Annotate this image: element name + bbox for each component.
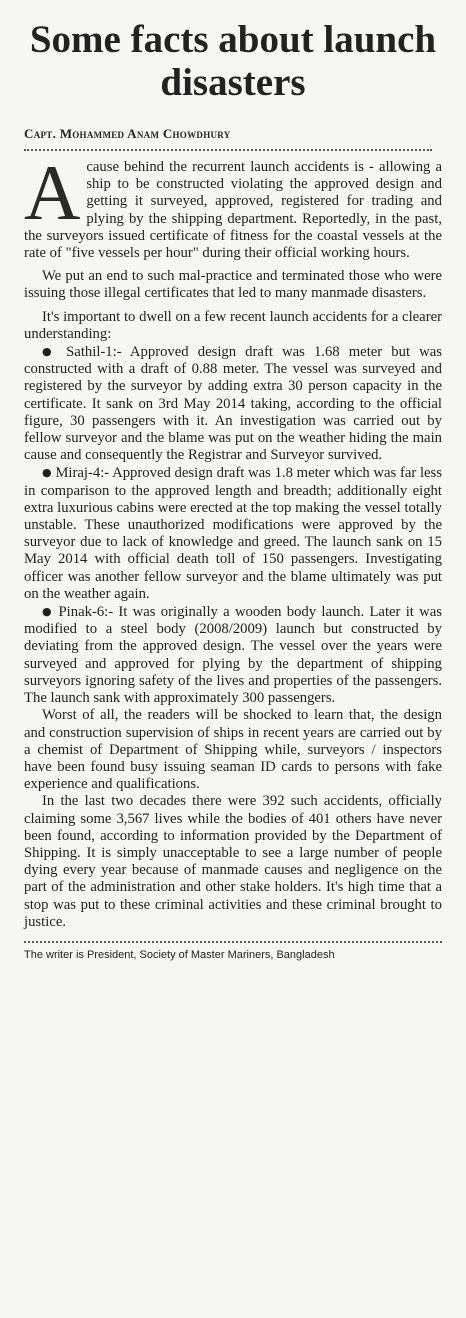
bullet-text: Sathil-1:- Approved design draft was 1.68 meter but was constructed with a draft of 0.88 meter. The vessel was surveyed and registered by the surveyor by adding extra 30 person capacity in the certificate. It sank on 3rd May 2014 taking, according to the official figure, 30 passengers with it. An investigation was carried out by fellow surveyor and the blame was put on the weather hiding the main cause and consequently the Registrar and Surveyor survived. [24,344,442,464]
divider-bottom [24,941,442,943]
bullet-text: Miraj-4:- Approved design draft was 1.8 meter which was far less in comparison to the approved length and breadth; additionally eight extra luxurious cabins were erected at the top making the vessel totally unstable. These unauthorized modifications were approved by the surveyor due to lack of knowledge and greed. The launch sank on 15 May 2014 with official death toll of 150 passengers. Investigating officer was another fellow surveyor and the blame ultimately was put on the weather again. [24,465,442,602]
paragraph-intro-text: cause behind the recurrent launch accidents is - allowing a ship to be constructed violating the approved design and getting it surveyed, approved, registered for trading and plying by the shipping department. Reportedly, in the past, the surveyors issued certificate of fitness for the coastal vessels at the rate of "five vessels per hour" during their official working hours. [24,159,442,262]
paragraph-intro [24,149,442,262]
bullet-text: Pinak-6:- It was originally a wooden body launch. Later it was modified to a steel body (2008/2009) launch but constructed by deviating from the approved design. The vessel over the years were surveyed and approved for plying by the department of shipping surveyors ignoring safety of the lives and properties of the passengers. The launch sank with approximately 300 passengers. [24,604,442,707]
bullet-icon: ● [42,345,58,359]
bullet-item-pinak [24,603,442,707]
author-note: The writer is President, Society of Master Mariners, Bangladesh [24,948,335,961]
bullet-icon: ● [42,466,52,480]
paragraph: It's important to dwell on a few recent launch accidents for a clearer understanding: [24,308,442,342]
divider-top [24,149,432,151]
bullet-icon: ● [42,605,54,619]
paragraph: Worst of all, the readers will be shocked to learn that, the design and construction supervision of ships in recent years are carried out by a chemist of Department of Shipping while, surveyors / inspectors have been found busy issuing seaman ID cards to persons with fake experience and qualifications. [24,707,442,793]
article-body [24,149,442,931]
paragraph: We put an end to such mal-practice and terminated those who were issuing those illegal certificates that led to many manmade disasters. [24,268,442,302]
bullet-item-sathil [24,343,442,464]
bullet-item-miraj [24,464,442,603]
paragraph: In the last two decades there were 392 such accidents, officially claiming some 3,567 lives while the bodies of 401 others have never been found, according to information provided by the Department of Shipping. It is simply unacceptable to see a large number of people dying every year because of manmade causes and negligence on the part of the administration and other stake holders. It's high time that a stop was put to these criminal activities and these criminal brought to justice. [24,793,442,930]
byline: Capt. Mohammed Anam Chowdhury [24,126,231,141]
headline: Some facts about launch disasters [29,18,437,104]
drop-cap: A [24,149,81,236]
